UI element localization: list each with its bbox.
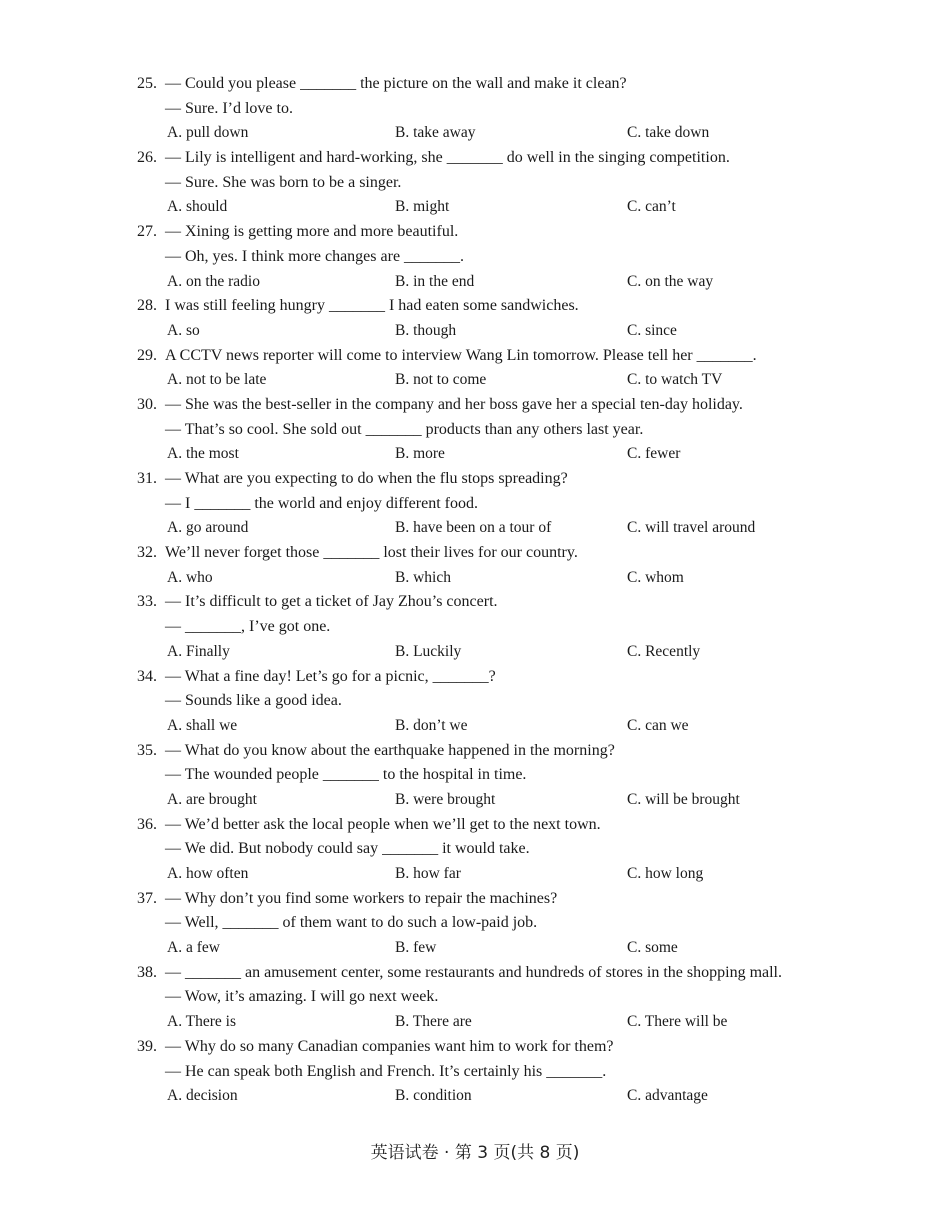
page-footer: 英语试卷 · 第 3 页(共 8 页) [370, 1143, 580, 1163]
question-line [0, 220, 950, 245]
question-line [0, 97, 950, 122]
options-row [0, 195, 950, 220]
question-item [0, 393, 950, 467]
question-line [0, 541, 950, 566]
option-c: C. since [627, 321, 677, 339]
question-number: 33. [137, 593, 157, 611]
option-c: C. to watch TV [627, 371, 723, 389]
question-number: 39. [137, 1037, 157, 1055]
question-line [0, 393, 950, 418]
question-text: — Xining is getting more and more beautiful. [165, 223, 459, 241]
question-number: 26. [137, 149, 157, 167]
question-text: — Could you please _______ the picture on the wall and make it clean? [165, 75, 627, 92]
question-number: 35. [137, 741, 157, 759]
question-text: We’ll never forget those _______ lost their lives for our country. [165, 544, 578, 562]
question-list [0, 72, 950, 1109]
options-row [0, 862, 950, 887]
question-item [0, 739, 950, 813]
question-line [0, 887, 950, 912]
question-line [0, 344, 950, 369]
question-text: — I _______ the world and enjoy different food. [165, 494, 478, 512]
option-c: C. advantage [627, 1087, 708, 1105]
option-a: A. on the radio [167, 272, 260, 290]
options-row [0, 368, 950, 393]
option-c: C. There will be [627, 1013, 728, 1031]
option-a: A. how often [167, 865, 249, 882]
question-number: 38. [137, 963, 157, 981]
question-item [0, 541, 950, 590]
question-text: — Sure. She was born to be a singer. [165, 173, 402, 191]
question-line [0, 665, 950, 690]
question-line [0, 739, 950, 764]
question-item [0, 665, 950, 739]
question-text: — Well, _______ of them want to do such a low-paid job. [165, 914, 538, 932]
question-text: — Wow, it’s amazing. I will go next week. [165, 988, 439, 1006]
option-a: A. shall we [167, 716, 238, 734]
question-number: 31. [137, 470, 157, 487]
option-b: B. might [395, 198, 450, 216]
option-a: A. a few [167, 939, 220, 957]
options-row [0, 1010, 950, 1035]
option-c: C. on the way [627, 272, 714, 290]
question-item [0, 146, 950, 220]
question-text: — Sure. I’d love to. [165, 99, 293, 117]
option-a: A. the most [167, 445, 239, 463]
question-number: 28. [137, 297, 157, 315]
option-c: C. will travel around [627, 519, 756, 537]
option-c: C. how long [627, 865, 704, 882]
question-line [0, 245, 950, 270]
option-a: A. are brought [167, 790, 257, 808]
option-a: A. pull down [167, 124, 249, 142]
option-b: B. few [395, 939, 437, 957]
question-number: 32. [137, 544, 157, 562]
question-item [0, 467, 950, 541]
question-item [0, 72, 950, 146]
option-a: A. go around [167, 519, 249, 537]
question-item [0, 887, 950, 961]
options-row [0, 319, 950, 344]
option-b: B. condition [395, 1087, 472, 1105]
question-number: 36. [137, 815, 157, 833]
question-line [0, 492, 950, 517]
options-row [0, 516, 950, 541]
option-b: B. not to come [395, 371, 487, 389]
question-item [0, 813, 950, 887]
question-item [0, 590, 950, 664]
option-b: B. though [395, 321, 457, 339]
question-item [0, 1035, 950, 1109]
question-text: — What a fine day! Let’s go for a picnic, _______? [165, 667, 496, 685]
question-line [0, 1060, 950, 1085]
option-b: B. in the end [395, 272, 475, 290]
option-a: A. Finally [167, 642, 230, 660]
option-b: B. have been on a tour of [395, 519, 552, 537]
option-c: C. some [627, 939, 678, 957]
question-line [0, 813, 950, 838]
question-text: — Why don’t you find some workers to repair the machines? [165, 889, 558, 907]
question-number: 25. [137, 75, 157, 92]
option-a: A. decision [167, 1087, 238, 1105]
question-text: — Lily is intelligent and hard-working, she _______ do well in the singing competition. [165, 149, 730, 167]
option-c: C. whom [627, 568, 684, 586]
question-text: — We did. But nobody could say _______ it would take. [165, 840, 530, 858]
options-row [0, 936, 950, 961]
question-text: I was still feeling hungry _______ I had eaten some sandwiches. [165, 297, 579, 315]
option-b: B. which [395, 568, 451, 586]
question-number: 29. [137, 346, 157, 364]
option-c: C. fewer [627, 445, 681, 463]
option-a: A. who [167, 568, 213, 586]
question-text: — It’s difficult to get a ticket of Jay Zhou’s concert. [165, 593, 498, 611]
options-row [0, 640, 950, 665]
question-text: — The wounded people _______ to the hospital in time. [165, 766, 527, 784]
question-line [0, 72, 950, 97]
question-line [0, 689, 950, 714]
question-line [0, 418, 950, 443]
question-line [0, 961, 950, 986]
question-line [0, 763, 950, 788]
question-text: — Oh, yes. I think more changes are _______. [165, 247, 465, 265]
question-number: 30. [137, 395, 157, 413]
question-text: — _______, I’ve got one. [165, 618, 331, 636]
option-b: B. how far [395, 865, 461, 882]
question-text: — Why do so many Canadian companies want him to work for them? [165, 1037, 614, 1055]
options-row [0, 566, 950, 591]
question-line [0, 590, 950, 615]
question-line [0, 171, 950, 196]
question-item [0, 220, 950, 294]
question-text: — He can speak both English and French. It’s certainly his _______. [165, 1062, 607, 1080]
question-text: A CCTV news reporter will come to interview Wang Lin tomorrow. Please tell her _______. [165, 346, 757, 364]
question-number: 27. [137, 223, 157, 241]
question-line [0, 985, 950, 1010]
question-text: — We’d better ask the local people when we’ll get to the next town. [165, 815, 601, 833]
option-b: B. were brought [395, 790, 496, 808]
question-item [0, 961, 950, 1035]
option-b: B. Luckily [395, 642, 462, 660]
question-text: — What do you know about the earthquake happened in the morning? [165, 741, 615, 759]
option-c: C. take down [627, 124, 710, 142]
option-c: C. can’t [627, 198, 676, 216]
question-item [0, 344, 950, 393]
options-row [0, 1084, 950, 1109]
question-number: 34. [137, 667, 157, 685]
question-line [0, 467, 950, 492]
options-row [0, 788, 950, 813]
option-b: B. There are [395, 1013, 472, 1031]
option-b: B. take away [395, 124, 476, 142]
options-row [0, 121, 950, 146]
option-a: A. should [167, 198, 228, 216]
question-line [0, 294, 950, 319]
question-item [0, 294, 950, 343]
option-a: A. so [167, 321, 200, 339]
option-b: B. don’t we [395, 716, 468, 734]
option-b: B. more [395, 445, 445, 463]
options-row [0, 270, 950, 295]
question-line [0, 911, 950, 936]
question-text: — That’s so cool. She sold out _______ products than any others last year. [165, 420, 644, 438]
option-a: A. There is [167, 1013, 237, 1031]
option-a: A. not to be late [167, 371, 267, 389]
question-text: — She was the best-seller in the company and her boss gave her a special ten-day holiday. [165, 395, 743, 413]
question-line [0, 146, 950, 171]
option-c: C. Recently [627, 642, 701, 660]
question-text: — _______ an amusement center, some restaurants and hundreds of stores in the shopping mall. [165, 963, 782, 981]
question-text: — What are you expecting to do when the flu stops spreading? [165, 470, 568, 487]
options-row [0, 714, 950, 739]
option-c: C. will be brought [627, 790, 740, 808]
question-line [0, 615, 950, 640]
question-line [0, 1035, 950, 1060]
option-c: C. can we [627, 716, 689, 734]
question-line [0, 837, 950, 862]
options-row [0, 442, 950, 467]
question-number: 37. [137, 889, 157, 907]
question-text: — Sounds like a good idea. [165, 692, 342, 710]
